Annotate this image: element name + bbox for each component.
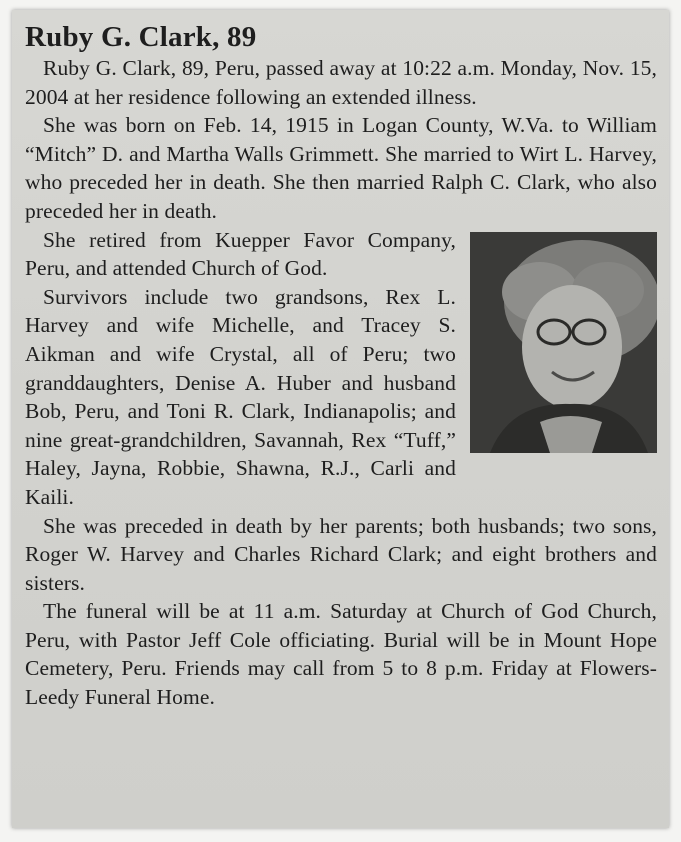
- portrait-image: [470, 232, 657, 453]
- paragraph-retirement: She retired from Kuepper Favor Company, Peru, and attended Church of God.: [25, 227, 456, 281]
- portrait-photo: [470, 232, 657, 453]
- paragraph-survivors: Survivors include two grandsons, Rex L. Harvey and wife Michelle, and Tracey S. Aikman and wife Crystal, all of Peru; two granddaughters, Denise A. Huber and husband Bob, Peru, and Toni R. Clark, Indianapolis; and nine great-grandchildren, Savannah, Rex “Tuff,” Haley, Jayna, Robbie, Shawna, R.J., Carli and Kaili.: [25, 284, 456, 509]
- obituary-title: Ruby G. Clark, 89: [25, 21, 257, 53]
- obituary-article: [25, 20, 657, 712]
- paragraph-death-notice: Ruby G. Clark, 89, Peru, passed away at 10:22 a.m. Monday, Nov. 15, 2004 at her residence following an extended illness.: [25, 56, 657, 109]
- paragraph-funeral-arrangements: The funeral will be at 11 a.m. Saturday at Church of God Church, Peru, with Pastor Jeff Cole officiating. Burial will be in Mount Hope Cemetery, Peru. Friends may call from 5 to 8 p.m. Friday at Flowers-Leedy Funeral Home.: [25, 599, 657, 710]
- paragraph-preceded-in-death: She was preceded in death by her parents; both husbands; two sons, Roger W. Harvey and Charles Richard Clark; and eight brothers and sisters.: [25, 513, 657, 595]
- portrait-photo-container: [470, 232, 657, 453]
- paragraph-birth-marriage: She was born on Feb. 14, 1915 in Logan County, W.Va. to William “Mitch” D. and Martha Walls Grimmett. She married to Wirt L. Harvey, who preceded her in death. She then married Ralph C. Clark, who also preceded her in death.: [25, 113, 657, 223]
